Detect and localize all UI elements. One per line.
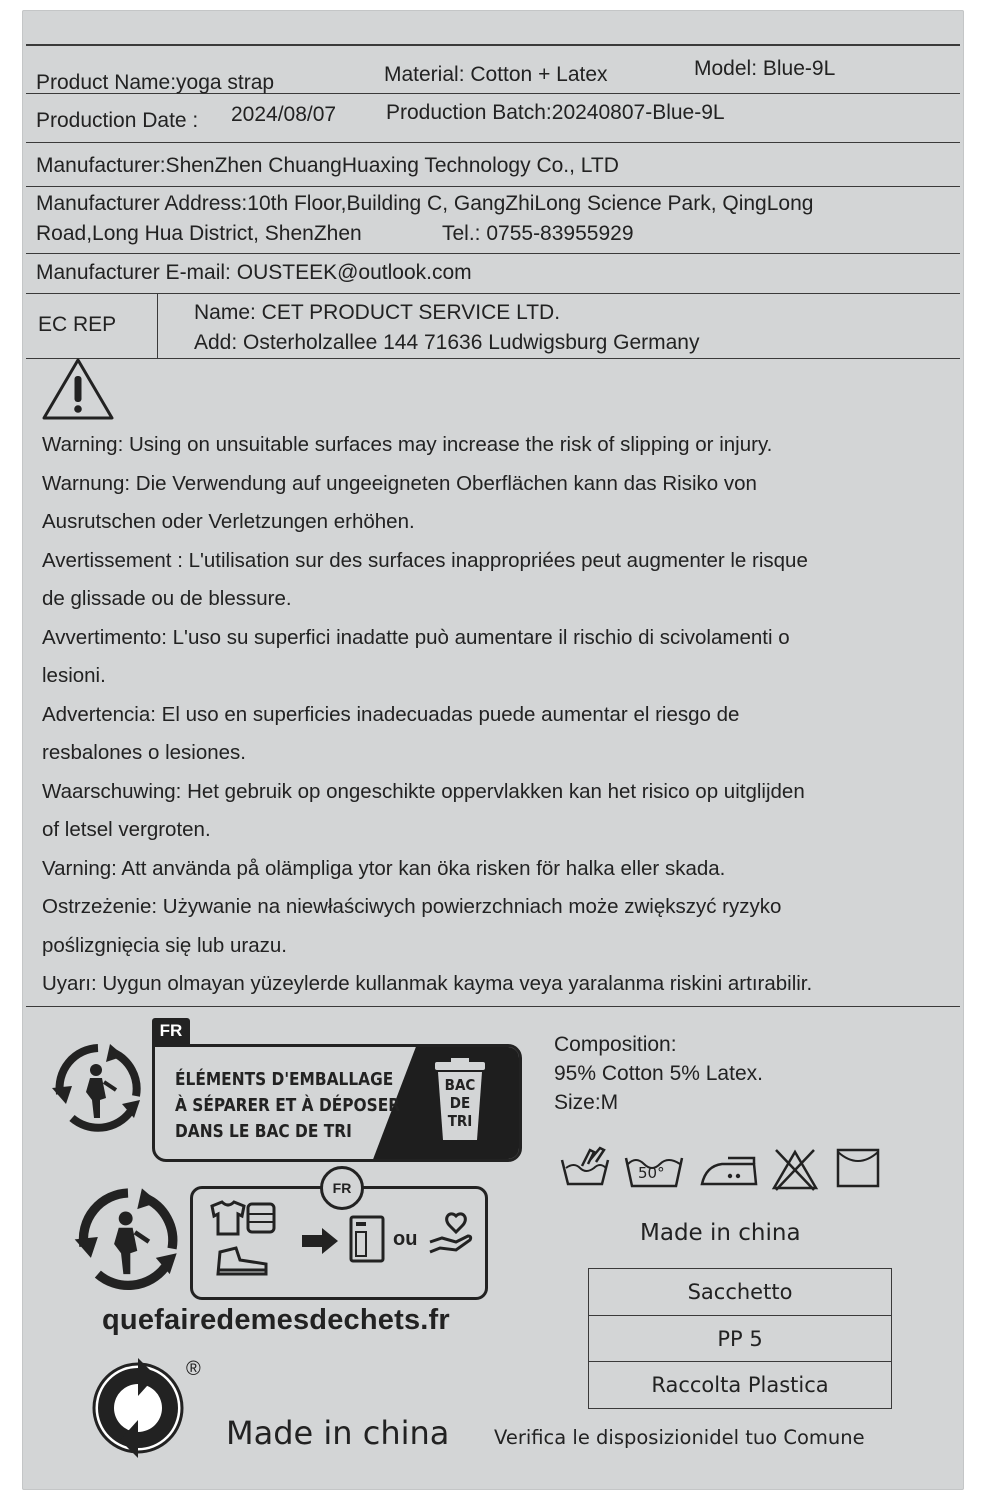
composition-label: Composition: bbox=[554, 1033, 677, 1056]
warning-line: Avertissement : L'utilisation sur des surfaces inappropriées peut augmenter le risque bbox=[42, 548, 808, 572]
warning-line: Varning: Att använda på olämpliga ytor kan öka risken för halka eller skada. bbox=[42, 856, 726, 880]
size-value: Size:M bbox=[554, 1091, 619, 1114]
address-line-1: Manufacturer Address:10th Floor,Building C, GangZhiLong Science Park, QingLong bbox=[36, 192, 814, 215]
do-not-bleach-icon bbox=[772, 1148, 818, 1192]
fr-tag: FR bbox=[152, 1018, 190, 1044]
packaging-instructions bbox=[175, 1067, 400, 1145]
email-row bbox=[26, 254, 960, 294]
made-in-china-small: Made in china bbox=[640, 1220, 801, 1246]
packaging-disposal-table bbox=[588, 1268, 892, 1409]
wash-temperature: 50° bbox=[638, 1164, 665, 1182]
production-batch: Production Batch:20240807-Blue-9L bbox=[386, 101, 725, 124]
warning-line: lesioni. bbox=[42, 664, 106, 687]
bin-label-line: BAC bbox=[444, 1076, 476, 1094]
product-name: Product Name:yoga strap bbox=[36, 71, 275, 94]
address-row bbox=[26, 187, 960, 254]
municipal-disposal-note: Verifica le disposizionidel tuo Comune bbox=[494, 1426, 865, 1449]
warning-line: of letsel vergroten. bbox=[42, 818, 211, 841]
warning-line: Waarschuwing: Het gebruik op ongeschikte oppervlakken kan het risico op uitglijden bbox=[42, 779, 805, 803]
triman-recycling-icon bbox=[50, 1042, 146, 1130]
bin-label-line: DE bbox=[449, 1094, 471, 1112]
or-label: ou bbox=[393, 1228, 418, 1250]
ec-rep-label: EC REP bbox=[38, 313, 117, 336]
arrow-right-icon bbox=[300, 1226, 340, 1256]
ec-rep-address: Add: Osterholzallee 144 71636 Ludwigsburg Germany bbox=[194, 331, 700, 354]
manufacturer-row bbox=[26, 143, 960, 187]
collection-container-icon bbox=[348, 1214, 386, 1264]
section-divider bbox=[26, 1006, 960, 1007]
warning-line: resbalones o lesiones. bbox=[42, 741, 246, 764]
bin-label-line: TRI bbox=[447, 1112, 473, 1130]
ec-rep-row bbox=[26, 294, 960, 359]
model: Model: Blue-9L bbox=[694, 57, 836, 80]
address-line-2: Road,Long Hua District, ShenZhen bbox=[36, 222, 362, 245]
warning-line: poślizgnięcia się lub urazu. bbox=[42, 933, 287, 957]
registered-mark: ® bbox=[186, 1358, 201, 1380]
packaging-table-cell: Sacchetto bbox=[589, 1269, 891, 1316]
production-row bbox=[26, 94, 960, 143]
warning-text-block bbox=[42, 426, 952, 1004]
triman-recycling-icon bbox=[72, 1186, 184, 1288]
packaging-line: À SÉPARER ET À DÉPOSER bbox=[175, 1096, 401, 1116]
warning-line: de glissade ou de blessure. bbox=[42, 587, 292, 610]
green-dot-recycling-icon bbox=[90, 1360, 186, 1456]
packaging-line: DANS LE BAC DE TRI bbox=[175, 1122, 352, 1142]
warning-line: Ostrzeżenie: Używanie na niewłaściwych powierzchniach może zwiększyć ryzyko bbox=[42, 895, 782, 918]
telephone: Tel.: 0755-83955929 bbox=[442, 222, 634, 245]
donation-hand-heart-icon bbox=[428, 1212, 474, 1258]
warning-line: Warnung: Die Verwendung auf ungeeigneten Oberflächen kann das Risiko von bbox=[42, 471, 757, 495]
packaging-table-cell: Raccolta Plastica bbox=[651, 1373, 829, 1398]
product-row bbox=[26, 46, 960, 94]
composition-block bbox=[554, 1030, 763, 1117]
cell-divider bbox=[157, 294, 158, 358]
line-dry-icon bbox=[836, 1148, 880, 1188]
material: Material: Cotton + Latex bbox=[384, 63, 608, 86]
made-in-china-large: Made in china bbox=[226, 1414, 450, 1452]
composition-value: 95% Cotton 5% Latex. bbox=[554, 1062, 763, 1085]
iron-medium-icon bbox=[698, 1152, 760, 1188]
fr-circle-badge: FR bbox=[320, 1166, 364, 1210]
production-date-label: Production Date : bbox=[36, 109, 199, 132]
recycling-website: quefairedemesdechets.fr bbox=[102, 1304, 450, 1336]
warning-line: Ausrutschen oder Verletzungen erhöhen. bbox=[42, 510, 415, 533]
clothes-and-shoes-icon bbox=[206, 1200, 276, 1280]
warning-triangle-icon bbox=[40, 356, 116, 422]
bin-label bbox=[431, 1076, 489, 1130]
packaging-table-cell: PP 5 bbox=[589, 1316, 891, 1363]
warning-line: Uyarı: Uygun olmayan yüzeylerde kullanmak kayma veya yaralanma riskini artırabilir. bbox=[42, 972, 813, 995]
manufacturer: Manufacturer:ShenZhen ChuangHuaxing Technology Co., LTD bbox=[36, 154, 619, 177]
hand-wash-icon bbox=[560, 1146, 610, 1188]
packaging-line: ÉLÉMENTS D'EMBALLAGE bbox=[175, 1070, 394, 1090]
warning-line: Warning: Using on unsuitable surfaces may increase the risk of slipping or injury. bbox=[42, 433, 773, 456]
product-info-table bbox=[26, 44, 960, 359]
production-date-value: 2024/08/07 bbox=[231, 103, 337, 126]
ec-rep-name: Name: CET PRODUCT SERVICE LTD. bbox=[194, 301, 561, 324]
warning-line: Advertencia: El uso en superficies inadecuadas puede aumentar el riesgo de bbox=[42, 702, 740, 726]
warning-line: Avvertimento: L'uso su superfici inadatte può aumentare il rischio di scivolamenti o bbox=[42, 625, 790, 649]
manufacturer-email: Manufacturer E-mail: OUSTEEK@outlook.com bbox=[36, 261, 472, 284]
